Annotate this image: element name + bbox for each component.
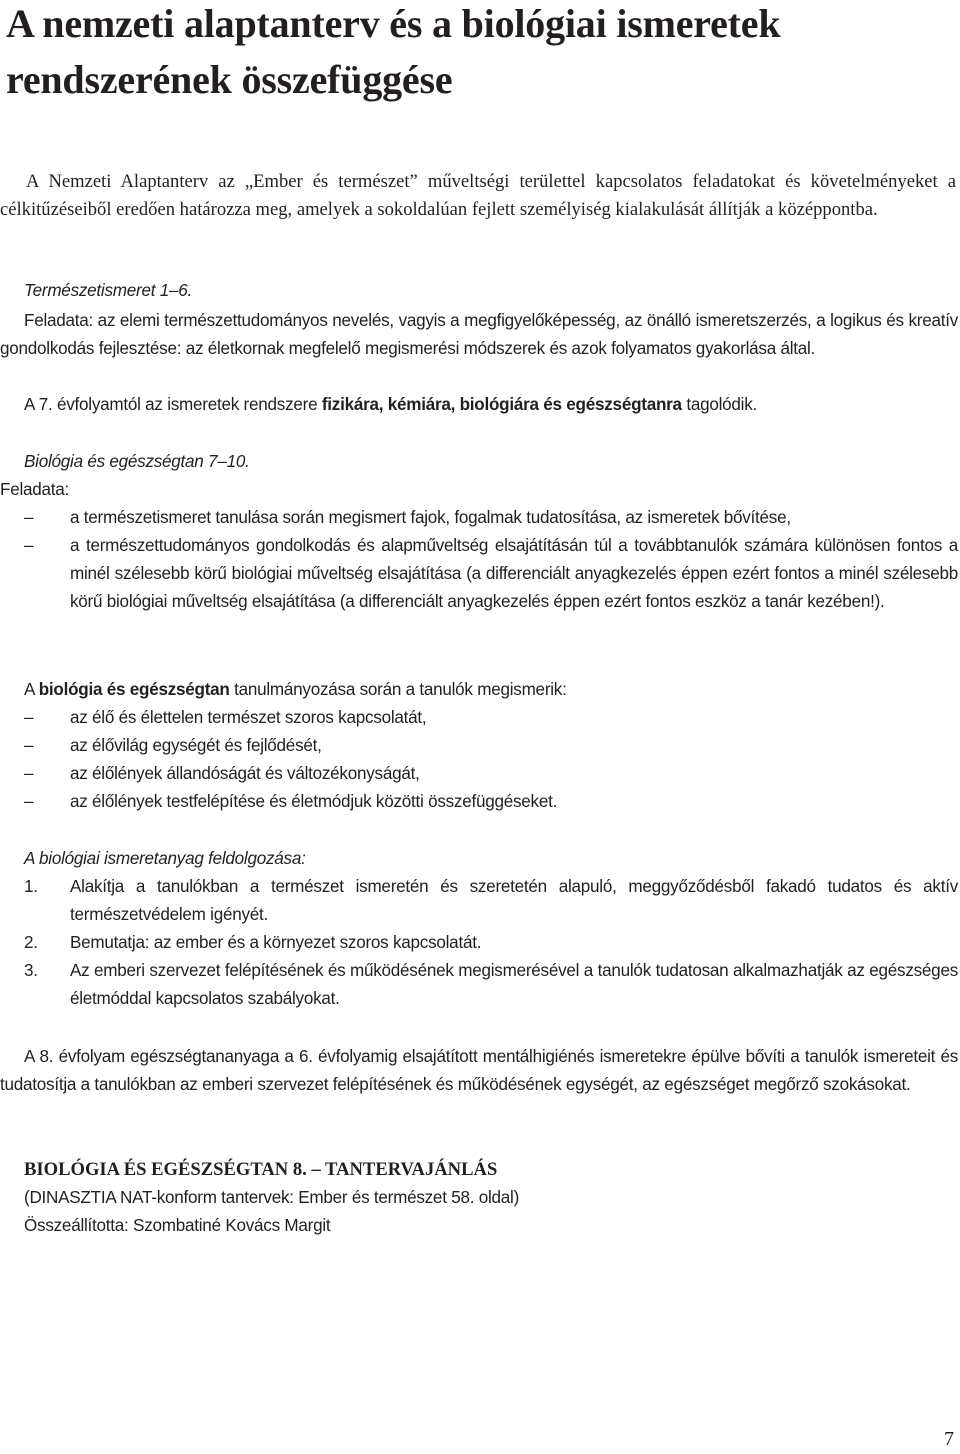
list-item-text: Alakítja a tanulókban a természet ismeretén és szeretetén alapuló, meggyőződésből fakadó tudatos és aktív természetvédelem igényét. — [70, 877, 958, 924]
dash-marker: – — [24, 508, 34, 527]
dash-marker: – — [24, 536, 34, 555]
list-item-text: Bemutatja: az ember és a környezet szoros kapcsolatát. — [70, 933, 482, 952]
learn-post: tanulmányozása során a tanulók megismerik: — [229, 680, 567, 699]
list-item — [24, 873, 958, 929]
author-credit: Összeállította: Szombatiné Kovács Margit — [24, 1216, 331, 1235]
biology-task-label: Feladata: — [0, 480, 70, 499]
item-number: 3. — [24, 961, 38, 980]
biology-task-list — [24, 504, 958, 616]
list-item — [24, 957, 958, 1013]
subject-split-sentence — [24, 391, 757, 419]
learn-pre: A — [24, 680, 39, 699]
recommendation-heading: BIOLÓGIA ÉS EGÉSZSÉGTAN 8. – TANTERVAJÁNLÁS — [24, 1159, 498, 1180]
list-item — [24, 760, 958, 788]
biology-heading: Biológia és egészségtan 7–10. — [24, 452, 250, 471]
list-item — [24, 732, 958, 760]
source-note: (DINASZTIA NAT-konform tantervek: Ember és természet 58. oldal) — [24, 1188, 520, 1207]
list-item-text: a természetismeret tanulása során megismert fajok, fogalmak tudatosítása, az ismeretek bővítése, — [70, 508, 791, 527]
natural-science-task: Feladata: az elemi természettudományos nevelés, vagyis a megfigyelőképesség, az önálló ismeretszerzés, a logikus és kreatív gondolkodás fejlesztése: az életkornak megfelelő megismerési módszerek és azok folyamatos gyakorlása által. — [0, 311, 958, 358]
title-line-1: A nemzeti alaptanterv és a biológiai ismeretek — [6, 1, 781, 46]
subject-split-post: tagolódik. — [681, 395, 758, 414]
list-item-text: az élővilág egységét és fejlődését, — [70, 736, 322, 755]
dash-marker: – — [24, 708, 34, 727]
recommendation-block — [24, 1156, 519, 1240]
list-item-text: az élőlények testfelépítése és életmódjuk közötti összefüggéseket. — [70, 792, 558, 811]
learn-list — [24, 704, 958, 816]
list-item — [24, 788, 958, 816]
dash-marker: – — [24, 792, 34, 811]
list-item — [24, 504, 958, 532]
item-number: 1. — [24, 877, 38, 896]
dash-marker: – — [24, 764, 34, 783]
grade8-paragraph: A 8. évfolyam egészségtananyaga a 6. évfolyamig elsajátított mentálhigiénés ismeretekre épülve bővíti a tanulók ismereteit és tudatosítja a tanulókban az emberi szervezet felépítésének és működésének egységét, az egészséget megőrző szokásokat. — [0, 1047, 958, 1094]
item-number: 2. — [24, 933, 38, 952]
learn-bold: biológia és egészségtan — [38, 680, 230, 699]
intro-paragraph: A Nemzeti Alaptanterv az „Ember és természet” műveltségi területtel kapcsolatos feladatokat és követelményeket a célkitűzéseiből eredően határozza meg, amelyek a sokoldalúan fejlett személyiség kialakulását állítják a középpontba. — [0, 171, 956, 220]
list-item-text: az élőlények állandóságát és változékonyságát, — [70, 764, 420, 783]
natural-science-heading: Természetismeret 1–6. — [24, 281, 192, 300]
list-item-text: Az emberi szervezet felépítésének és működésének megismerésével a tanulók tudatosan alkalmazhatják az egészséges életmóddal kapcsolatos szabályokat. — [70, 961, 958, 1008]
learn-intro-sentence — [24, 676, 567, 704]
page-number: 7 — [944, 1428, 954, 1450]
page-title — [6, 0, 956, 108]
subject-split-bold: fizikára, kémiára, biológiára és egészségtanra — [321, 395, 682, 414]
list-item — [24, 532, 958, 616]
dash-marker: – — [24, 736, 34, 755]
processing-heading: A biológiai ismeretanyag feldolgozása: — [24, 849, 306, 868]
list-item — [24, 929, 958, 957]
title-line-2: rendszerének összefüggése — [6, 57, 453, 102]
processing-list — [24, 873, 958, 1013]
list-item — [24, 704, 958, 732]
list-item-text: a természettudományos gondolkodás és alapműveltség elsajátításán túl a továbbtanulók számára különösen fontos a minél szélesebb körű biológiai műveltség elsajátítása (a differenciált anyagkezelés éppen ezért fontos a minél szélesebb körű biológiai műveltség elsajátítása (a differenciált anyagkezelés éppen ezért fontos eszköz a tanár kezében!). — [70, 536, 958, 611]
list-item-text: az élő és élettelen természet szoros kapcsolatát, — [70, 708, 427, 727]
subject-split-pre: A 7. évfolyamtól az ismeretek rendszere — [24, 395, 322, 414]
